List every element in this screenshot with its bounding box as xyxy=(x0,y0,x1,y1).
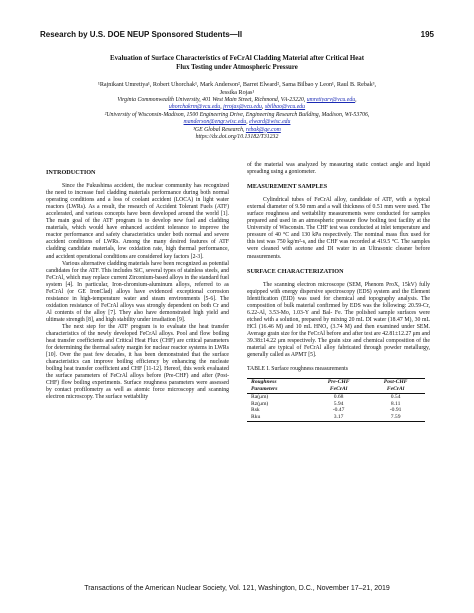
email-link[interactable]: rebak@ge.com xyxy=(245,126,281,133)
email-link[interactable]: sbilbao@vcu.edu xyxy=(264,104,306,111)
page-footer: Transactions of the American Nuclear Society, Vol. 121, Washington, D.C., November 17–21, 2019 xyxy=(84,585,390,592)
table-cell: Rsk xyxy=(251,407,260,414)
paragraph: Various alternative cladding materials have been recognized as potential candidates for the ATF. This includes SiC, several types of stainless steels, and FeCrAl, which may replace current Zirconium-based alloys in the standard fuel system [4]. In particular, Iron-chromium-aluminum alloys, referred to as FeCrAl (or GE IronClad) alloys have evidenced exceptional corrosion resistance in high-temperature water and steam environments [5-6]. The oxidation resistance of FeCrAl alloys was strongly dependent on both Cr and Al contents of the alloy [7]. They also have demonstrated high yield and ultimate strength [8], and high stability under irradiation [9]. xyxy=(46,260,229,323)
table-row xyxy=(247,414,425,421)
table-cell: 8.11 xyxy=(390,400,401,407)
email-link[interactable]: elward@wisc.edu xyxy=(249,119,291,126)
table-caption: TABLE I. Surface roughness measurements xyxy=(247,366,348,373)
table-cell: 0.68 xyxy=(333,393,344,400)
table-cell: Ra(μm) xyxy=(251,393,269,400)
table-cell: 0.54 xyxy=(390,393,401,400)
affiliations xyxy=(40,97,434,141)
table-cell: 5.94 xyxy=(333,400,344,407)
doi-link[interactable]: https://dx.doi.org/10.13182/T31232 xyxy=(195,134,279,141)
affiliation-3: ³GE Global Research, rebak@ge.com xyxy=(193,126,281,133)
table-row xyxy=(247,401,425,408)
table-header-cell: Parameters xyxy=(247,386,311,393)
section-heading-measurement-samples: MEASUREMENT SAMPLES xyxy=(247,183,328,191)
author-line: Jessika Rojas¹ xyxy=(219,89,255,96)
paragraph: The next step for the ATF program is to evaluate the heat transfer characteristics of the newly developed FeCrAl alloys. Pool and flow boiling heat transfer coefficients and Critical Heat Flux (CHF) are critical parameters for determining the thermal safety margin for nuclear reactor systems in LWRs [10]. Over the past few decades, it has been demonstrated that the surface characteristics can improve boiling efficiency by enhancing the nucleate boiling heat transfer coefficient and CHF [11-12]. Hereof, this work evaluated the surface parameters of FeCrAl alloys before (Pre-CHF) and after (Post-CHF) flow boiling experiments. Surface roughness parameters were assessed by contact profilometry as well as atomic force microscopy and scanning electron microscopy. The surface wettability xyxy=(46,323,229,401)
author-line: ¹Rajnikant Umretiya¹, Robert Uhorchak¹, Mark Anderson², Barret Elward², Sama Bilbao y Leon¹, Raul B. Rebak³, xyxy=(98,82,376,88)
table-cell: -0.91 xyxy=(389,407,402,414)
paragraph: Cylindrical tubes of FeCrAl alloy, candidate of ATF, with a typical external diameter of 9.50 mm and a wall thickness of 0.51 mm were used. The surface roughness and wettability measurements were conducted for samples prepared and used in an atmospheric pressure flow boiling test facility at the University of Wisconsin. The CHF test was conducted at inlet temperature and pressure of 40 °C and 130 kPa respectively. The nominal mass flux used for this test was 750 kg/m²-s, and the CHF was recorded at 419.5 °C. The samples were cleaned with acetone and DI water in an Ultrasonic cleaner before measurements. xyxy=(247,197,430,260)
table-header-cell: FeCrAl xyxy=(311,386,366,393)
email-link[interactable]: jrrojas@vcu.edu xyxy=(223,104,262,111)
paragraph: of the material was analyzed by measuring static contact angle and liquid spreading using a goniometer. xyxy=(247,162,430,176)
running-header xyxy=(40,30,434,44)
table-cell: Rz(μm) xyxy=(251,400,269,407)
left-column xyxy=(46,162,229,402)
author-list xyxy=(40,82,434,97)
roughness-table xyxy=(247,378,425,422)
paper-title-line: Evaluation of Surface Characteristics of FeCrAl Cladding Material after Critical Heat xyxy=(109,55,364,62)
affiliation-2-emails: manderson@engr.wisc.edu, elward@wisc.edu xyxy=(183,119,291,126)
paper-title-line: Flux Testing under Atmospheric Pressure xyxy=(176,63,298,71)
paragraph: Since the Fukushima accident, the nuclear community has recognized the need to increase fuel cladding materials performance during both normal operating conditions and a loss of coolant accident (LOCA) in light water reactors (LWRs). As a result, the research of Accident Tolerant Fuels (ATF) accelerated, and various concepts have been developed around the world [1]. The main goal of the ATF program is to develop new fuel and cladding materials, which would have enhanced accident tolerance to improve the reactor performance and safety characteristics under both normal and severe accident conditions of LWRs. Among the many desired features of ATF cladding candidate materials, low oxidation rate, high thermal performance, and accident operational conditions are considered key factors [2-3]. xyxy=(46,183,229,260)
section-heading-surface-characterization: SURFACE CHARACTERIZATION xyxy=(247,267,344,275)
table-header-cell: Pre-CHF xyxy=(311,379,366,386)
table-header-row xyxy=(247,386,425,393)
table-cell: 3.17 xyxy=(311,414,366,421)
table-header-cell: Post-CHF xyxy=(366,379,425,386)
right-column xyxy=(247,162,430,422)
table-row xyxy=(247,407,425,414)
affiliation-2: ²University of Wisconsin-Madison, 1500 Engineering Drive, Engineering Research Building, Madison, WI-53706, xyxy=(104,111,370,118)
affiliation-1: Virginia Commonwealth University, 401 West Main Street, Richmond, VA-23220, umretiyarv@vcu.edu, xyxy=(117,97,357,103)
table-row xyxy=(247,393,425,400)
table-header-cell: Roughness xyxy=(247,379,311,386)
email-link[interactable]: manderson@engr.wisc.edu xyxy=(183,119,247,126)
running-header-title: Research by U.S. DOE NEUP Sponsored Students—II xyxy=(40,30,243,39)
email-link[interactable]: uhorchakrm@vcu.edu xyxy=(168,104,221,111)
table-header-row xyxy=(247,379,425,386)
table-cell: Rku xyxy=(247,414,311,421)
affiliation-1-emails: uhorchakrm@vcu.edu, jrrojas@vcu.edu, sbilbao@vcu.edu xyxy=(168,104,306,111)
table-cell: -0.47 xyxy=(332,407,345,414)
paper-title xyxy=(40,55,434,72)
section-heading-introduction: INTRODUCTION xyxy=(46,169,96,176)
table-cell: 7.59 xyxy=(366,414,425,421)
table-header-cell: FeCrAl xyxy=(366,386,425,393)
email-link[interactable]: umretiyarv@vcu.edu xyxy=(306,97,356,103)
paragraph: The scanning electron microscope (SEM, Phenom ProX, 15kV) fully equipped with energy dispersive spectroscopy (EDS) system and the Element Identification (EID) was used for chemical and topography analysis. The composition of bulk material confirmed by EDS was the following: 20.59-Cr, 6.22-Al, 3.53-Mo, 1.03-Y and Bal- Fe. The polished sample surfaces were etched with a solution, prepared by mixing 20 mL DI water (18.47 M), 30 mL HCl (16.46 M) and 10 mL HNO₃ (3.74 M) and then examined under SEM. Average grain size for the FeCrAl before and after test are 42.81±12.27 μm and 39.38±14.22 μm respectively. The grain size and chemical composition of the material are typical of FeCrAl alloy fabricated through powder metallurgy, generally called as APMT [5]. xyxy=(247,281,430,359)
page-number: 195 xyxy=(420,30,434,39)
